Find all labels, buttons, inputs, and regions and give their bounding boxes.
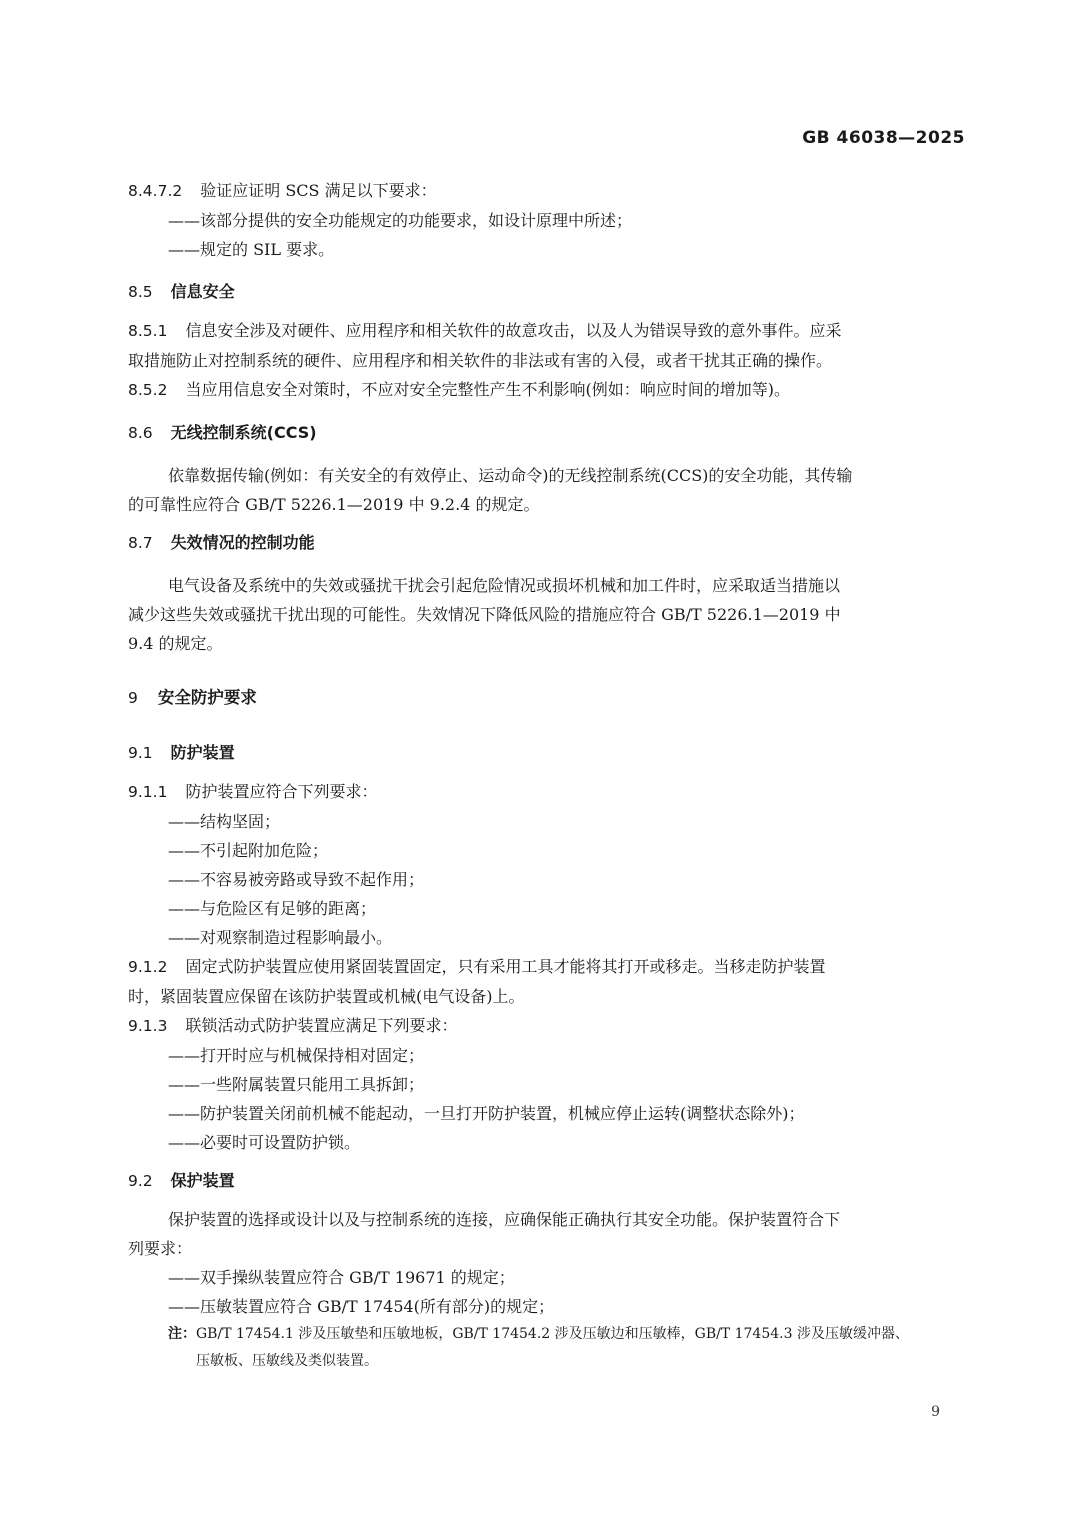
paragraph-line: 保护装置的选择或设计以及与控制系统的连接，应确保能正确执行其安全功能。保护装置符合下 xyxy=(168,1210,841,1229)
clause-text: 信息安全涉及对硬件、应用程序和相关软件的故意攻击，以及人为错误导致的意外事件。应采 xyxy=(185,321,842,340)
paragraph-line: 依靠数据传输(例如：有关安全的有效停止、运动命令)的无线控制系统(CCS)的安全功能，其传输 xyxy=(168,466,853,485)
section-number: 9.1 xyxy=(128,744,153,762)
section-heading-9-2 xyxy=(128,1166,966,1196)
clause-text: 防护装置应符合下列要求： xyxy=(185,782,378,801)
paragraph-line: 9.4 的规定。 xyxy=(128,634,223,653)
clause-number: 8.5.2 xyxy=(128,381,168,399)
clause-text: 当应用信息安全对策时，不应对安全完整性产生不利影响(例如：响应时间的增加等)。 xyxy=(185,380,790,399)
section-number: 9.2 xyxy=(128,1172,153,1190)
section-heading-9-1 xyxy=(128,738,966,768)
section-heading-8-7 xyxy=(128,528,966,558)
list-item: ——结构坚固； xyxy=(168,812,281,831)
note-text-continued: 压敏板、压敏线及类似装置。 xyxy=(196,1353,378,1369)
clause-number: 8.5.1 xyxy=(128,322,168,340)
paragraph-line: 减少这些失效或骚扰干扰出现的可能性。失效情况下降低风险的措施应符合 GB/T 5226.1—2019 中 xyxy=(128,605,841,624)
clause-8-4-7-2 xyxy=(128,176,966,206)
note-label: 注： xyxy=(168,1326,196,1342)
section-heading-8-6 xyxy=(128,418,966,448)
clause-text-continued: 取措施防止对控制系统的硬件、应用程序和相关软件的非法或有害的入侵，或者干扰其正确的操作。 xyxy=(128,351,833,370)
section-number: 8.5 xyxy=(128,283,153,301)
standard-code: GB 46038—2025 xyxy=(802,128,965,148)
section-title: 保护装置 xyxy=(170,1171,235,1190)
list-item: ——一些附属装置只能用工具拆卸； xyxy=(168,1075,425,1094)
note-text: GB/T 17454.1 涉及压敏垫和压敏地板，GB/T 17454.2 涉及压敏边和压敏棒，GB/T 17454.3 涉及压敏缓冲器、 xyxy=(196,1326,909,1342)
chapter-heading-9 xyxy=(128,683,966,713)
clause-text-continued: 时，紧固装置应保留在该防护装置或机械(电气设备)上。 xyxy=(128,987,525,1006)
list-item: ——规定的 SIL 要求。 xyxy=(168,240,335,259)
section-title: 无线控制系统(CCS) xyxy=(170,423,317,442)
list-item: ——与危险区有足够的距离； xyxy=(168,899,377,918)
section-title: 防护装置 xyxy=(170,743,235,762)
paragraph-line: 列要求： xyxy=(128,1239,193,1258)
clause-number: 9.1.2 xyxy=(128,958,168,976)
list-item: ——对观察制造过程影响最小。 xyxy=(168,928,393,947)
list-item: ——必要时可设置防护锁。 xyxy=(168,1133,361,1152)
list-item: ——打开时应与机械保持相对固定； xyxy=(168,1046,425,1065)
section-number: 8.7 xyxy=(128,534,153,552)
note xyxy=(128,1321,966,1348)
clause-8-5-2 xyxy=(128,375,966,405)
list-item: ——不容易被旁路或导致不起作用； xyxy=(168,870,425,889)
section-title: 失效情况的控制功能 xyxy=(170,533,315,552)
clause-9-1-3 xyxy=(128,1011,966,1041)
clause-number: 9.1.1 xyxy=(128,783,168,801)
list-item: ——压敏装置应符合 GB/T 17454(所有部分)的规定； xyxy=(168,1297,555,1316)
clause-text: 固定式防护装置应使用紧固装置固定，只有采用工具才能将其打开或移走。当移走防护装置 xyxy=(185,957,826,976)
chapter-number: 9 xyxy=(128,689,138,707)
list-item: ——双手操纵装置应符合 GB/T 19671 的规定； xyxy=(168,1268,515,1287)
page-number: 9 xyxy=(931,1404,940,1420)
clause-8-5-1 xyxy=(128,316,966,346)
list-item: ——防护装置关闭前机械不能起动，一旦打开防护装置，机械应停止运转(调整状态除外)； xyxy=(168,1104,805,1123)
list-item: ——不引起附加危险； xyxy=(168,841,329,860)
clause-9-1-1 xyxy=(128,777,966,807)
chapter-title: 安全防护要求 xyxy=(157,688,257,707)
clause-text: 联锁活动式防护装置应满足下列要求： xyxy=(185,1016,458,1035)
section-title: 信息安全 xyxy=(170,282,235,301)
clause-text: 验证应证明 SCS 满足以下要求： xyxy=(200,181,437,200)
page-content xyxy=(128,176,966,1375)
section-number: 8.6 xyxy=(128,424,153,442)
list-item: ——该部分提供的安全功能规定的功能要求，如设计原理中所述； xyxy=(168,211,633,230)
paragraph-line: 电气设备及系统中的失效或骚扰干扰会引起危险情况或损坏机械和加工件时，应采取适当措施以 xyxy=(168,576,841,595)
paragraph-line: 的可靠性应符合 GB/T 5226.1—2019 中 9.2.4 的规定。 xyxy=(128,495,540,514)
section-heading-8-5 xyxy=(128,277,966,307)
clause-number: 8.4.7.2 xyxy=(128,182,183,200)
clause-number: 9.1.3 xyxy=(128,1017,168,1035)
clause-9-1-2 xyxy=(128,952,966,982)
